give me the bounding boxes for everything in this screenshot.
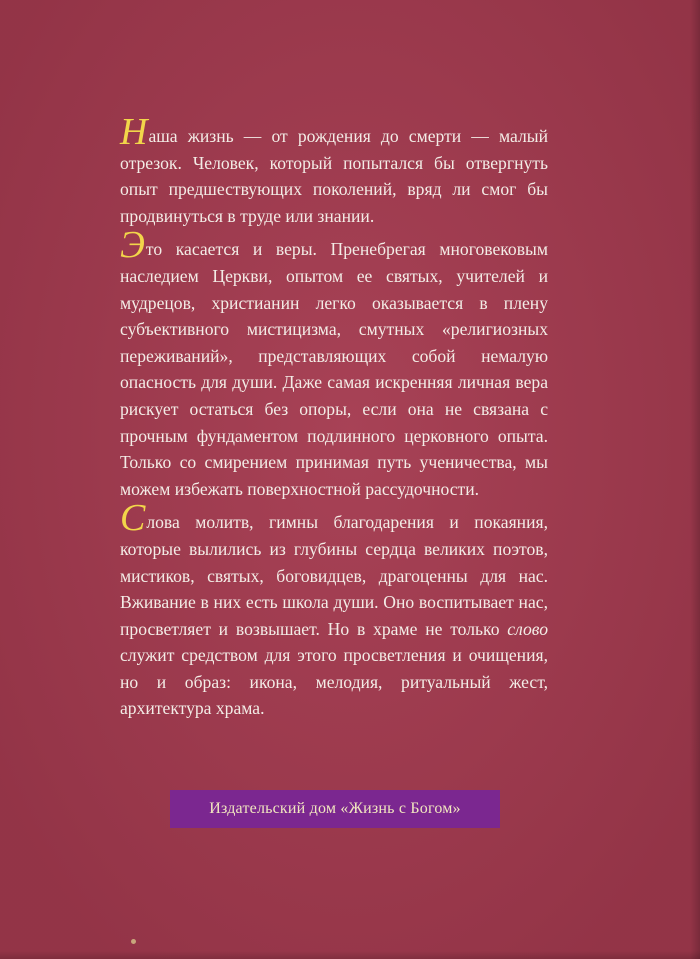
initial-letter: С xyxy=(120,497,146,540)
paragraph-3 xyxy=(120,497,548,722)
publisher-banner xyxy=(170,790,500,828)
paragraph-text: лова молитв, гимны благодарения и покаяния, которые вылились из глубины сердца великих поэтов, мистиков, святых, боговидцев, драгоценны для нас. Вживание в них есть школа души. Оно воспитывает нас, просветляет и возвышает. Но в храме не только xyxy=(120,512,548,639)
decorative-dot xyxy=(131,939,136,944)
cover-text xyxy=(120,111,548,728)
paragraph-text: аша жизнь — от рождения до смерти — малый отрезок. Человек, который попытался бы отвергнуть опыт предшествующих поколений, вряд ли смог бы продвинуться в труде или знании. xyxy=(120,126,548,226)
paragraph-text: служит средством для этого просветления и очищения, но и образ: икона, мелодия, ритуальный жест, архитектура храма. xyxy=(120,645,548,719)
publisher-name: Издательский дом «Жизнь с Богом» xyxy=(209,800,461,817)
cover-edge-shadow xyxy=(0,951,700,959)
paragraph-2 xyxy=(120,224,548,502)
paragraph-text: то касается и веры. Пренебрегая многовековым наследием Церкви, опытом ее святых, учителей и мудрецов, христианин легко оказывается в плену субъективного мистицизма, смутных «религиозных переживаний», представляющих собой немалую опасность для души. Даже самая искренняя личная вера рискует остаться без опоры, если она не связана с прочным фундаментом подлинного церковного опыта. Только со смирением принимая путь ученичества, мы можем избежать поверхностной рассудочности. xyxy=(120,239,548,499)
emphasized-word: слово xyxy=(507,618,548,639)
initial-letter: Э xyxy=(120,224,145,267)
cover-edge-shadow xyxy=(690,0,700,959)
initial-letter: Н xyxy=(120,111,148,153)
paragraph-1 xyxy=(120,111,548,229)
